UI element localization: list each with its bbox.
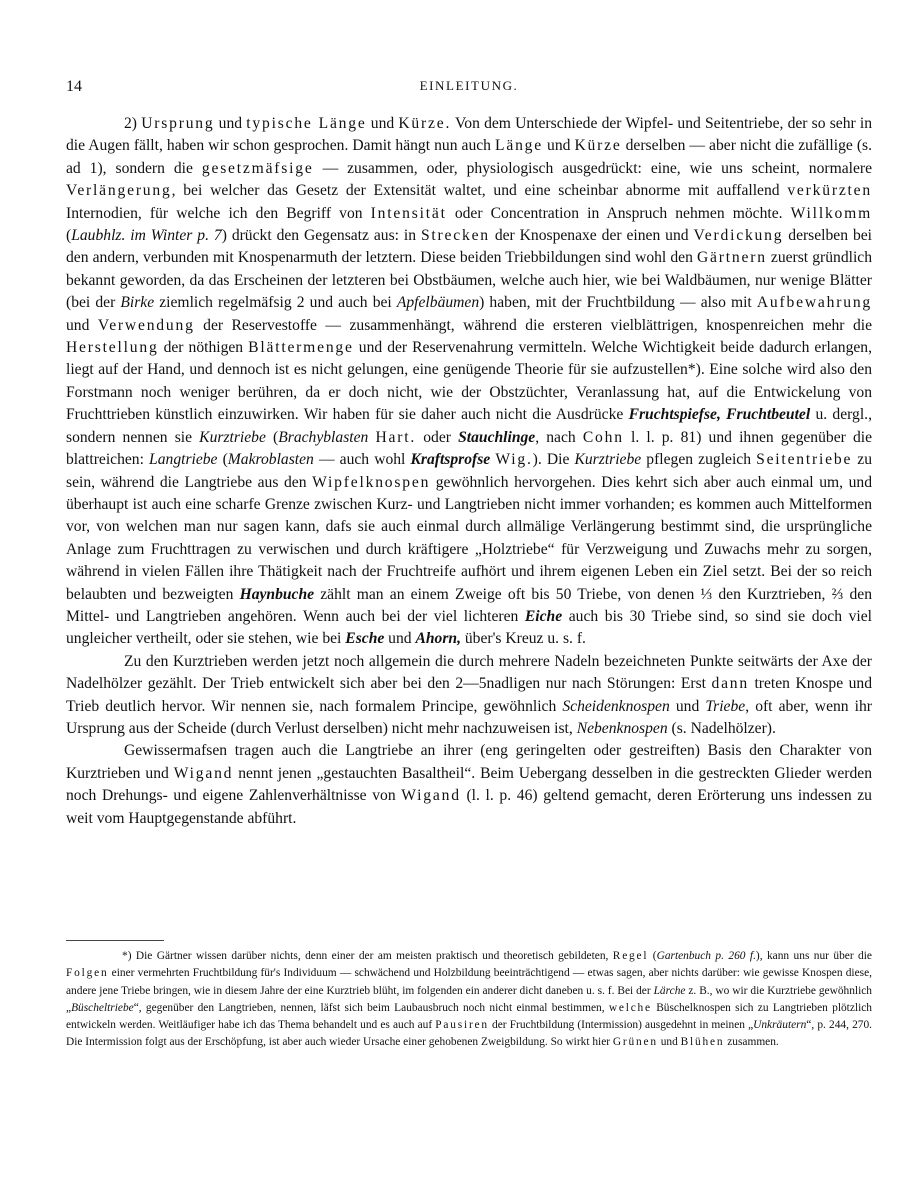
emphasized-text-run: Stauchlinge [458,428,536,446]
text-run: ziemlich regelmäfsig 2 und auch bei [154,294,397,312]
emphasized-text-run: Unkräutern [753,1019,807,1032]
emphasized-text-run: gesetzmäfsige [201,159,314,177]
emphasized-text-run: Esche [345,630,385,648]
body-paragraph [66,651,872,741]
emphasized-text-run: Ursprung [141,115,215,132]
text-run: “, gegenüber den Langtrieben, nennen, läfst sich beim Laubausbruch noch nicht einmal bestimmen, [133,1001,609,1014]
text-run: Von dem Unterschiede der Wipfel- und Seitentriebe, der so sehr in die Augen fällt, haben wir schon gesprochen. Damit hängt nun auch [66,115,873,155]
text-run: , oft aber, wenn ihr Ursprung aus der Scheide (durch Verlust derselben) nicht mehr nachzuweisen ist, [66,697,872,737]
emphasized-text-run: Intensität [370,204,447,222]
emphasized-text-run: Büscheltriebe [71,1001,134,1014]
text-run: und [366,115,399,132]
text-run: zählt man an einem Zweige oft bis 50 Triebe, von denen ⅓ den Kurztrieben, ⅔ den Mittel- und Langtrieben angehören. Wenn auch bei der viel lichteren [66,585,872,625]
emphasized-text-run: Wigand [173,764,234,782]
text-run: Internodien, für welche ich den Begriff von [66,204,371,222]
text-run: (l. l. p. 46) geltend gemacht, deren Erörterung uns indessen zu weit vom Hauptgegenstande abführt. [66,787,872,827]
text-run: der Knospenaxe der einen und [489,227,694,245]
emphasized-text-run: Scheidenknospen [562,697,670,715]
emphasized-text-run: Lärche [653,984,686,997]
text-run: pflegen zugleich [641,451,757,469]
text-run: ) haben, mit der Fruchtbildung — also mit [479,294,757,312]
emphasized-text-run: Verlängerung [66,182,172,200]
emphasized-text-run: typische Länge [246,115,367,132]
text-run: einer vermehrten Fruchtbildung für's Individuum — schwächend und Holzbildung beeinträchtigend — etwas sagen, aber nichts darüber: wie gewisse Knospen diese, andere jene Triebe bringen, wie in diesem Jahre der eine Kurztrieb blüht, im folgenden ein anderer dicht daneben u. s. f. Bei der [66,967,872,997]
text-run: 2) [124,115,142,132]
emphasized-text-run: Verdickung [693,227,784,245]
emphasized-text-run: verkürzten [787,182,872,200]
text-run: ( [648,950,657,962]
text-run: *) Die Gärtner wissen darüber nichts, denn einer der am meisten praktisch und theoretisch gebildeten, [122,950,613,962]
text-run: über's Kreuz u. s. f. [460,630,586,648]
text-run: “, p. 244, 270. Die Intermission folgt aus der Erschöpfung, ist aber auch wieder Ursache einer gehobenen Zweigbildung. So wirkt hier [66,1019,873,1049]
emphasized-text-run: Wipfelknospen [312,473,431,491]
text-run: ( [217,451,228,469]
emphasized-text-run: Seitentriebe [756,451,853,469]
emphasized-text-run: dann [711,675,749,693]
body-paragraph [66,113,872,651]
text-run: , bei welcher das Gesetz der Extensität waltet, und eine scheinbar abnorme mit auffallend [171,182,788,200]
text-run: — auch wohl [313,451,411,469]
text-run: und der Reservenahrung vermitteln. Welche Wichtigkeit beide dadurch erlangen, liegt auf der Hand, und dennoch ist es nicht gelungen, eine genügende Theorie für sie aufzustellen*). Eine solche wird also den Forstmann noch weniger berühren, da er doch nicht, wie der Obstzüchter, Veranlassung hat, auf die Entwickelung von Fruchttrieben künstlich einzuwirken. Wir haben für sie daher auch nicht die Ausdrücke [66,339,872,424]
running-head: EINLEITUNG. [419,78,519,93]
text-run: derselben — aber nicht die zufällige (s. ad 1), sondern die [66,137,873,177]
emphasized-text-run: Fruchtspiefse, Fruchtbeutel [628,406,811,424]
text-run: , nach [535,428,583,446]
text-run: der Reservestoffe — zusammenhängt, während die ersteren vielblättrigen, knospenreichen mehr die [194,316,872,334]
emphasized-text-run: Gartenbuch p. 260 f. [656,950,756,962]
text-run: und [214,115,247,132]
emphasized-text-run: Kurztriebe [574,451,642,469]
text-run: ), kann uns nur über die [755,950,872,962]
emphasized-text-run: Willkomm [790,204,872,222]
text-run: und [669,697,706,715]
emphasized-text-run: Brachyblasten [278,428,369,446]
emphasized-text-run: Strecken [420,227,490,245]
footnote-rule [66,940,164,941]
emphasized-text-run: Makroblasten [227,451,314,469]
text-run: z. B., wo wir die Kurztriebe gewöhnlich „ [66,984,872,1014]
text-run: ( [265,428,279,446]
text-run: der Fruchtbildung (Intermission) ausgedehnt in meinen „ [488,1019,754,1032]
emphasized-text-run: Laubhlz. im Winter p. 7 [71,227,222,245]
text-run: ) drückt den Gegensatz aus: in [221,227,421,245]
body-paragraph [66,740,872,830]
emphasized-text-run: Kurztriebe [199,428,266,446]
text-run: Büschelknospen sich zu Langtrieben plötzlich entwickeln werden. Weitläufiger habe ich das Thema behandelt und es auch auf [66,1001,872,1032]
emphasized-text-run: Ahorn, [415,630,461,648]
text-run: derselben bei den andern, verbunden mit Knospenarmuth der letztern. Diese beiden Triebbildungen sind wohl den [66,227,872,267]
text-run: u. dergl., sondern nennen sie [66,406,872,446]
text-run: ( [66,227,72,245]
emphasized-text-run: Regel [612,950,649,962]
text-run: treten Knospe und Trieb deutlich hervor. Wir nennen sie, nach formalem Principe, gewöhnlich [66,675,872,715]
emphasized-text-run: Langtriebe [149,451,218,469]
emphasized-text-run: Wigand [401,787,461,805]
text-run: Gewissermafsen tragen auch die Langtriebe an ihrer (eng geringelten oder gestreiften) Basis den Charakter von Kurztrieben und [66,742,872,782]
emphasized-text-run: Kürze [574,137,622,155]
emphasized-text-run: Blühen [680,1036,725,1049]
text-run: der nöthigen [158,339,249,357]
text-run: und [66,316,98,334]
text-run: zuerst gründlich bekannt geworden, da das Erscheinen der letzteren bei Obstbäumen, welche auch hier, wie bei Waldbäumen, nur wenige Blätter (bei der [66,249,873,312]
emphasized-text-run: Gärtnern [696,249,767,267]
text-run: gewöhnlich hervorgehen. Dies kehrt sich aber auch einmal um, und überhaupt ist auch eine scharfe Grenze zwischen Kurz- und Langtrieben nicht immer vorhanden; es kommen auch Mittelformen vor, von welchen man nur sagen kann, dafs sie auch einmal durch allmälige Verlängerung bestimmt sind, die ursprüngliche Anlage zum Fruchttragen zu verwischen und durch kräftigere „Holztriebe“ für Verzweigung und Zuwachs mehr zu sorgen, während in vielen Fällen ihre Thätigkeit nach der Fruchtreife aufhört und ihrem eigenen Leben ein Ziel setzt. Bei der so reich belaubten und bezweigten [66,473,872,603]
emphasized-text-run: welche [608,1001,652,1014]
emphasized-text-run: Grünen [612,1036,658,1049]
text-run: — zusammen, oder, physiologisch ausgedrückt: eine, wie uns scheint, normalere [313,159,872,177]
emphasized-text-run: Nebenknospen [576,719,668,737]
text-run: und [384,630,416,648]
emphasized-text-run: Kürze. [398,115,452,132]
emphasized-text-run: Eiche [524,607,563,625]
emphasized-text-run: Birke [120,294,155,312]
text-run: oder [416,428,459,446]
text-run: ). Die [532,451,575,469]
text-run: nennt jenen „gestauchten Basaltheil“. Beim Uebergang desselben in die gestreckten Glieder werden noch Drehungs- und eigene Zahlenverhältnisse von [66,764,872,805]
text-run: und [543,137,575,155]
text-run: Zu den Kurztrieben werden jetzt noch allgemein die durch mehrere Nadeln bezeichneten Punkte seitwärts der Axe der Nadelhölzer gezählt. Der Trieb entwickelt sich aber bei den 2—5nadligen nur nach Störungen: Erst [66,652,872,693]
emphasized-text-run: Cohn [582,428,624,446]
text-run: zusammen. [724,1036,779,1049]
text-run: und [657,1036,681,1049]
emphasized-text-run: Wig. [495,451,533,469]
emphasized-text-run: Länge [495,137,543,155]
main-text [66,113,872,830]
emphasized-text-run: Blättermenge [248,339,354,357]
emphasized-text-run: Haynbuche [239,585,315,603]
text-run: l. l. p. 81) und ihnen gegenüber die blattreichen: [66,428,873,469]
emphasized-text-run: Pausiren [435,1019,489,1032]
emphasized-text-run: Verwendung [97,316,195,334]
emphasized-text-run: Folgen [66,967,109,980]
page-number: 14 [66,78,82,95]
text-run: oder Concentration in Anspruch nehmen möchte. [446,204,791,222]
page-header [66,78,872,100]
footnote [66,948,872,1052]
text-run: (s. Nadelhölzer). [667,719,776,737]
emphasized-text-run: Herstellung [66,339,159,357]
text-run: auch bis 30 Triebe sind, so sind sie doch viel ungleicher vertheilt, oder sie stehen, wie bei [66,607,873,648]
emphasized-text-run: Aufbewahrung [756,294,873,312]
emphasized-text-run: Kraftsprofse [410,451,491,469]
emphasized-text-run: Apfelbäumen [396,294,480,312]
emphasized-text-run: Hart. [375,428,417,446]
text-run: zu sein, während die Langtriebe aus den [66,451,873,491]
emphasized-text-run: Triebe [705,697,746,715]
